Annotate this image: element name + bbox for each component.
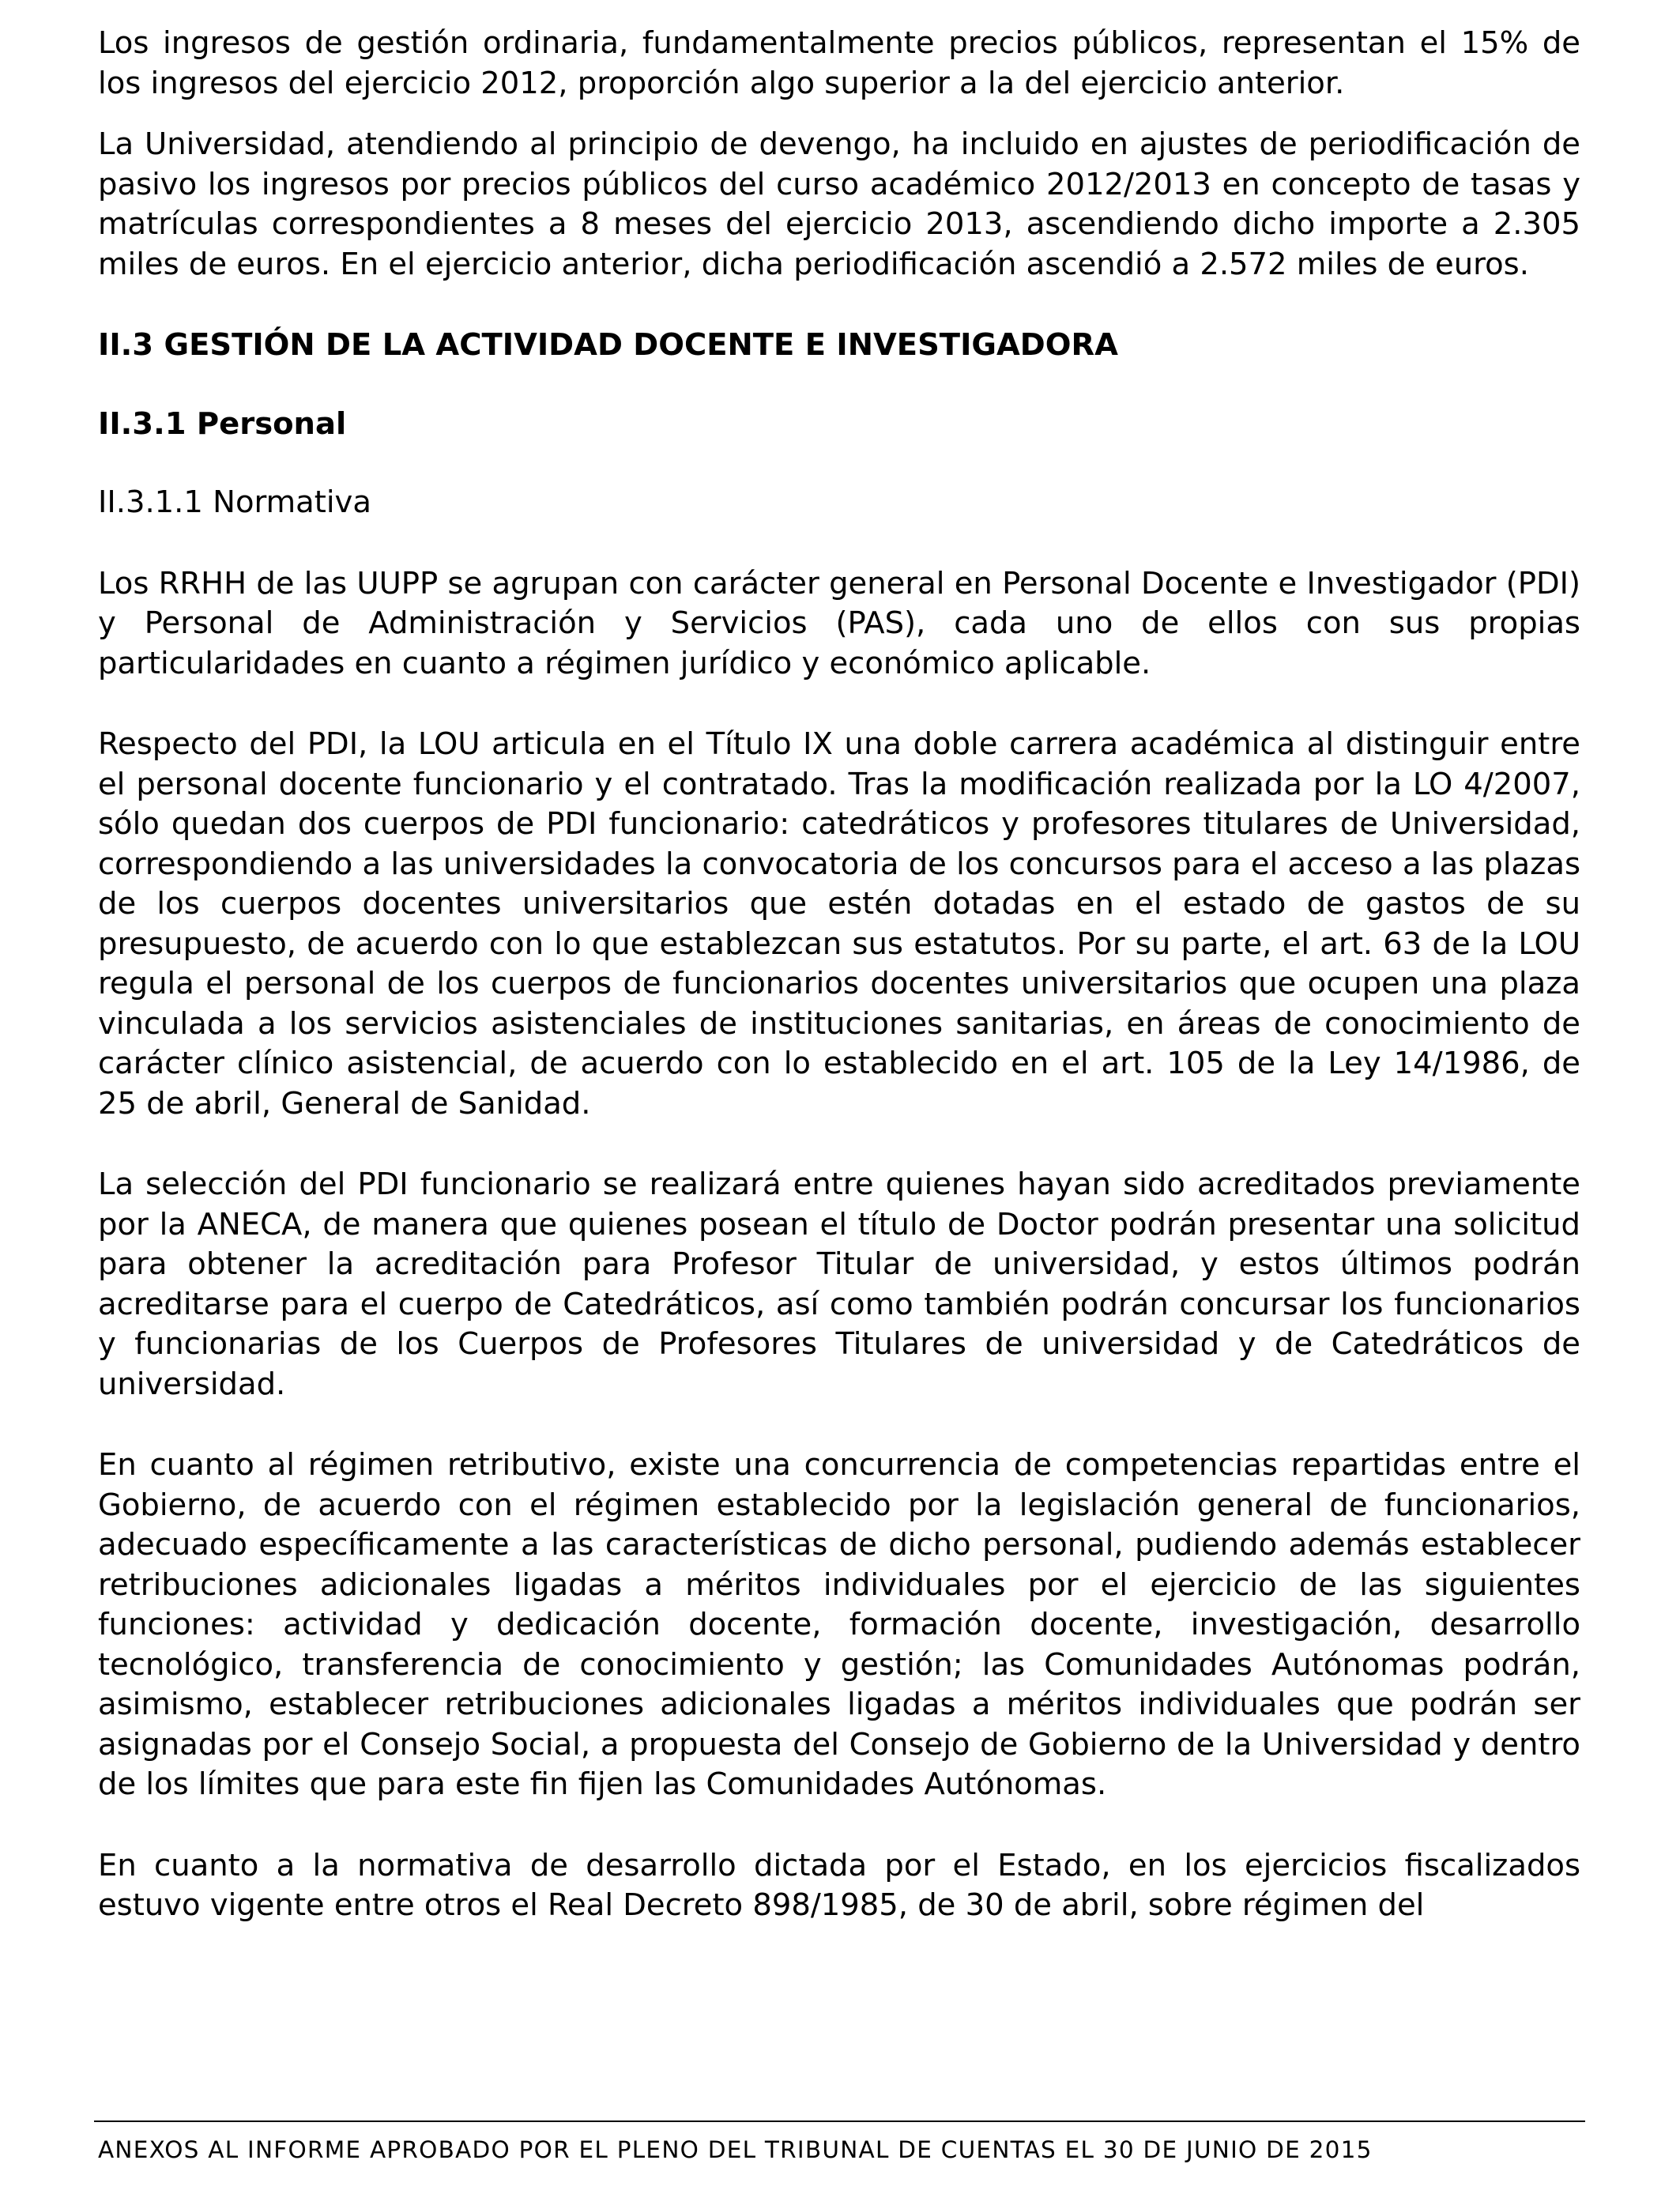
footer-divider xyxy=(94,2120,1585,2122)
paragraph-seleccion-pdi: La selección del PDI funcionario se realizará entre quienes hayan sido acreditados previamente por la ANECA, de manera que quienes posean el título de Doctor podrán presentar una solicitud para obtener la acreditación para Profesor Titular de universidad, y estos últimos podrán acreditarse para el cuerpo de Catedráticos, así como también podrán concursar los funcionarios y funcionarias de los Cuerpos de Profesores Titulares de universidad y de Catedráticos de universidad. xyxy=(98,1167,1580,1402)
subsubsection-heading: II.3.1.1 Normativa xyxy=(98,484,371,520)
paragraph-regimen-retributivo: En cuanto al régimen retributivo, existe una concurrencia de competencias repartidas entre el Gobierno, de acuerdo con el régimen establecido por la legislación general de funcionarios, adecuado específicamente a las características de dicho personal, pudiendo además establecer retribuciones adicionales ligadas a méritos individuales por el ejercicio de las siguientes funciones: actividad y dedicación docente, formación docente, investigación, desarrollo tecnológico, transferencia de conocimiento y gestión; las Comunidades Autónomas podrán, asimismo, establecer retribuciones adicionales ligadas a méritos individuales que podrán ser asignadas por el Consejo Social, a propuesta del Consejo de Gobierno de la Universidad y dentro de los límites que para este fin fijen las Comunidades Autónomas. xyxy=(98,1447,1580,1802)
document-body xyxy=(98,24,1580,1926)
section-heading: II.3 GESTIÓN DE LA ACTIVIDAD DOCENTE E INVESTIGADORA xyxy=(98,327,1118,363)
page-footer: ANEXOS AL INFORME APROBADO POR EL PLENO DEL TRIBUNAL DE CUENTAS EL 30 DE JUNIO DE 2015 xyxy=(98,2136,1373,2163)
paragraph-pdi-lou: Respecto del PDI, la LOU articula en el Título IX una doble carrera académica al distinguir entre el personal docente funcionario y el contratado. Tras la modificación realizada por la LO 4/2007, sólo quedan dos cuerpos de PDI funcionario: catedráticos y profesores titulares de Universidad, correspondiendo a las universidades la convocatoria de los concursos para el acceso a las plazas de los cuerpos docentes universitarios que estén dotadas en el estado de gastos de su presupuesto, de acuerdo con lo que establezcan sus estatutos. Por su parte, el art. 63 de la LOU regula el personal de los cuerpos de funcionarios docentes universitarios que ocupen una plaza vinculada a los servicios asistenciales de instituciones sanitarias, en áreas de conocimiento de carácter clínico asistencial, de acuerdo con lo establecido en el art. 105 de la Ley 14/1986, de 25 de abril, General de Sanidad. xyxy=(98,726,1580,1122)
paragraph-ingresos-gestion: Los ingresos de gestión ordinaria, fundamentalmente precios públicos, representan el 15% de los ingresos del ejercicio 2012, proporción algo superior a la del ejercicio anterior. xyxy=(98,25,1580,101)
paragraph-periodificacion: La Universidad, atendiendo al principio de devengo, ha incluido en ajustes de periodificación de pasivo los ingresos por precios públicos del curso académico 2012/2013 en concepto de tasas y matrículas correspondientes a 8 meses del ejercicio 2013, ascendiendo dicho importe a 2.305 miles de euros. En el ejercicio anterior, dicha periodificación ascendió a 2.572 miles de euros. xyxy=(98,126,1580,282)
paragraph-normativa-desarrollo: En cuanto a la normativa de desarrollo dictada por el Estado, en los ejercicios fiscalizados estuvo vigente entre otros el Real Decreto 898/1985, de 30 de abril, sobre régimen del xyxy=(98,1847,1580,1923)
paragraph-rrhh: Los RRHH de las UUPP se agrupan con carácter general en Personal Docente e Investigador (PDI) y Personal de Administración y Servicios (PAS), cada uno de ellos con sus propias particularidades en cuanto a régimen jurídico y económico aplicable. xyxy=(98,565,1580,681)
subsection-heading: II.3.1 Personal xyxy=(98,405,347,442)
